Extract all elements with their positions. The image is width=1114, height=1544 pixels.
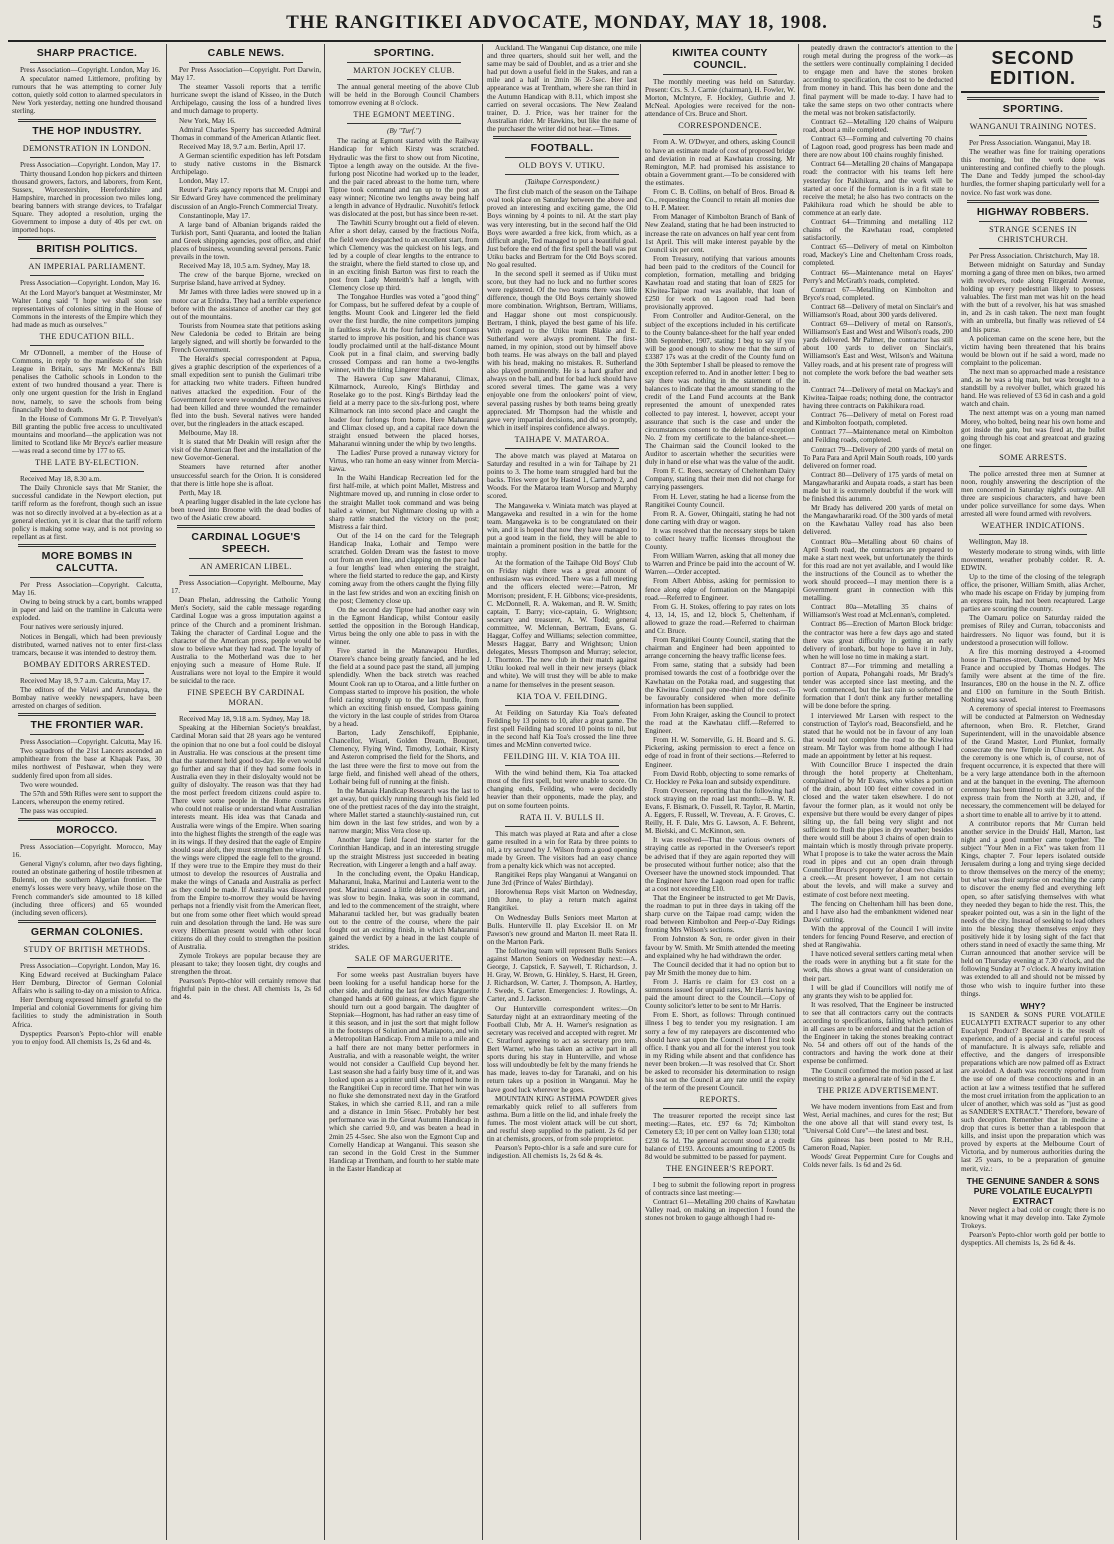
article-paragraph: The fencing on Cheltenham hill has been done, and I have also had the embankment widened near Davis' cutting. bbox=[803, 899, 953, 924]
headline-rule bbox=[30, 157, 144, 158]
section-headline: THE FRONTIER WAR. bbox=[30, 719, 144, 732]
article-paragraph: Never neglect a bad cold or cough; there is no knowing what it may develop into. Take Zymole Trokeys. bbox=[961, 1205, 1105, 1230]
headline-rule bbox=[30, 839, 144, 840]
article-paragraph: From R. A. Gower, Ohingaiti, stating he had not done carting with dray or wagon. bbox=[645, 509, 795, 526]
article-paragraph: Wellington, May 18. bbox=[969, 538, 1029, 547]
article-paragraph: Received May 18, 9.7 a.m. Berlin, April 17. bbox=[179, 142, 306, 151]
article-paragraph: Contract 62—Metalling 120 chains of Waipuru road, about a mile completed. bbox=[803, 117, 953, 134]
article-paragraph: At the formation of the Taihape Old Boys' Club on Friday night there was a great amount of enthusiasm was evinced. There was a full meeting and the officers elected were:—Patron, Mr Morrison; president, F. H. Gibbons; vice-presidents, C. McDonnell, R. A. Wakeman, and R. W. Smith; captain, T. Barry; vice-captain, G. Wrightson; secretary and treasurer, A. W. Todd; general committee, W. Mclennan, Bertram, Evans, G. Haggar, Coffey and Williams; selection committee, Messrs Haggar, Barry and Wrightson; Union delegates, Messrs Thompson and Murray; selector, J. Thornton. The new club in their match against Utiku looked real well in their new jerseys (black and white). We will trust they will be able to make a name for themselves in the present season. bbox=[487, 559, 637, 689]
sub-headline: DEMONSTRATION IN LONDON. bbox=[22, 143, 152, 153]
article-paragraph: The crew of the barque Bjorne, wrecked on Surprise Island, have arrived at Sydney. bbox=[171, 271, 321, 288]
column-7 bbox=[956, 44, 1109, 1540]
article-paragraph: I have noticed several settlers carting metal when the roads were in anything but a fit state for the work, this shows a great want of consideration on their part. bbox=[803, 950, 953, 983]
headline-rule bbox=[189, 558, 303, 559]
sub-headline: KIA TOA V. FEILDING. bbox=[516, 691, 608, 701]
section-headline: MOROCCO. bbox=[56, 824, 118, 836]
article-paragraph: Gns guineas has been posted to Mr R.H., Cameron Road, Napier. bbox=[803, 1136, 953, 1153]
article-paragraph: IS SANDER & SONS PURE VOLATILE EUCALYPTI EXTRACT superior to any other Eucalypti Product? Because it is the result of experience, and of a special and careful process of manufacture. It is always safe, reliable and effective, and the dangers of irresponsible preparations which are now palmed off as Extract are avoided. A death was recently reported from the use of one of these concoctions and in an action at law a witness testified that he suffered the most cruel irritation from the application to an ulcer of another, which was sold as "just as good as SANDER'S EXTRACT." Therefore, beware of such deception. Remember that in medicine a drop that cures is better than a tablespoon that kills, and insist upon the preparation which was proved by experts at the Melbourne Court of Victoria, and by numerous authorities during the last 25 years, to be a preparation of genuine merit, viz.: bbox=[961, 1010, 1105, 1173]
article-paragraph: Barton, Lady Zenschikoff, Epiphanie, Chancellor, Wisari, Golden Dream, Bouquet, Clemency, Flying Wind, Timothy, Lothair, Kirsty and Asteron comprised the field for the Shorts, and the last three were the first to move out from the large field, and finished well ahead of the others, Lothair being full of running at the finish. bbox=[329, 729, 479, 786]
article-paragraph: Two were wounded. bbox=[20, 780, 79, 789]
article-paragraph: From A. W. O'Dwyer, and others, asking Council to have an estimate made of cost of proposed bridge and deviation in road at Kawhatau crossing. Mr Remington, M.P. had promised his assistance to obtain a Government grant.—To be considered with the estimates. bbox=[645, 138, 795, 187]
headline-rule bbox=[30, 734, 144, 735]
article-paragraph: King Edward received at Buckingham Palace Herr Dernburg, Director of German Colonial Affairs who is sailing to-day on a mission to Africa. bbox=[12, 970, 162, 996]
sub-headline: WEATHER INDICATIONS. bbox=[981, 521, 1085, 531]
headline-rule bbox=[505, 705, 619, 706]
column-6 bbox=[798, 44, 957, 1540]
article-paragraph: Another large field faced the starter for the Corinthian Handicap, and in an interesting struggle up the straight Mistress just succeeded in beating Recreation, with Lingerer a length and a half away. bbox=[329, 836, 479, 869]
column-4 bbox=[482, 44, 641, 1540]
article-paragraph: From E. Short, as follows: Through continued illness I beg to tender you my resignation. I am sorry a few of my ratepayers are discontented who should have sat upon the Council when I first took office. I thank you and all for the interest you took in my Riding while absent and that confidence has never been broken.—It was resolved that Cr. Short be asked to reconsider his determination to resign his seat on the Council at any rate until the expiry of the term of the present Council. bbox=[645, 1011, 795, 1093]
sub-headline: THE ENGINEER'S REPORT. bbox=[665, 1163, 775, 1173]
article-paragraph: Owing to being struck by a cart, bombs wrapped in paper and laid on the tramline in Calcutta were exploded. bbox=[12, 598, 162, 623]
article-paragraph: The weather was fine for training operations this morning, but the work done was uninteresting and confined chiefly to the plough. The Dane and Teddy jumped the school-day hurdles, the former shaping particularly well for a novice. No fast work was done. bbox=[961, 148, 1105, 197]
sub-headline: AN IMPERIAL PARLIAMENT. bbox=[28, 262, 146, 272]
article-paragraph: The Daily Chronicle says that Mr Stanier, the successful candidate in the Newport election, put tariff reform as the forefront, though such an issue was not so directly involved at a by-election as at a general election, yet it is clear that the tariff reform policy is making some way, and is not proving so repellant as at first. bbox=[12, 484, 162, 541]
article-paragraph: Contract 80a—Metalling 35 chains of Williamson's West road at McLennan's, completed. bbox=[803, 603, 953, 620]
section-divider bbox=[18, 119, 156, 122]
article-paragraph: Westerly moderate to strong winds, with little movement, weather probably colder. R. A. EDWIN. bbox=[961, 547, 1105, 572]
article-paragraph: Pearson's Pepto-chlor will certainly remove that frightful pain in the chest. All chemists 1s, 2s 6d and 4s. bbox=[171, 977, 321, 1002]
article-paragraph: Two squadrons of the 21st Lancers ascended an amphitheatre from the base at Khapak Pass, 30 miles northwest of Peshawar, when they were suddenly fired upon from all sides. bbox=[12, 747, 162, 780]
sub-headline: FEILDING III. V. KIA TOA III. bbox=[503, 752, 621, 762]
section-headline: MORE BOMBS IN CALCUTTA. bbox=[41, 549, 133, 574]
section-headline: SPORTING. bbox=[1002, 103, 1064, 115]
headline-rule bbox=[347, 62, 461, 63]
columns-container bbox=[8, 44, 1108, 1540]
headline-rule bbox=[30, 258, 144, 259]
article-paragraph: It was resolved that the necessary steps be taken to collect heavy traffic licenses throughout the County. bbox=[645, 526, 795, 552]
article-paragraph: From Overseer, reporting that the following had stock straying on the road last month:—B. W. R. Evans, F. Bismark, O. Fussell, R. Taylor, R. Martin, A. Eggers, F. Russell, W. Treveau, A. F. Groves, C. Reilly, H. F. Dale, Mrs G. Lawson, A. F. Behrent, M. Bielski, and C. McKinnon, sen. bbox=[645, 786, 795, 836]
article-paragraph: That the Engineer be instructed to get Mr Davis, the roadman to put in three days in taking off the sharp curve on the Taipae road camp; widen the road between Kimbolton and Peep-o'-Day Ridings fronting Mrs Wilson's sections. bbox=[645, 894, 795, 935]
article-paragraph: Contract 64—Metalling 20 chains of Mangapapa road: the contractor with his teams left here yesterday for Pakihikura, and the work will be started at once if the formation is in a fit state to receive the metal; he also has two contracts on the Pakihikura road which he should be able to commence at an early date. bbox=[803, 160, 953, 217]
sub-headline: SALE OF MARGUERITE. bbox=[354, 953, 454, 963]
article-paragraph: Steamers have returned after another unsuccessful search for the Orion. It is considered that there is little hope she is afloat. bbox=[171, 463, 321, 488]
article-paragraph: peatedly drawn the contractor's attention to the rough metal during the progress of the work—as the settlers were continually complaining I decided to engage men and have the stones broken according to specification, the cost to be deducted from money in hand. This has been done and the final payment will be made to-day. I have had to take the same steps on two other contracts where the metal was not broken satisfactorily. bbox=[803, 44, 953, 117]
sub-headline: BOMBAY EDITORS ARRESTED. bbox=[23, 659, 151, 669]
article-paragraph: With the wind behind them, Kia Toa attacked most of the first spell, but were unable to score. On changing ends, Feilding, who were decidedly heavier than their opponents, made the play, and put on some fourteen points. bbox=[487, 769, 637, 810]
headline-rule bbox=[189, 62, 303, 63]
article-paragraph: Contract 79—Delivery of 200 yards of metal on To Para Para and April Main South roads, 100 yards delivered on former road. bbox=[803, 445, 954, 470]
article-paragraph: The 57th and 59th Rifles were sent to support the Lancers, whereupon the enemy retired. bbox=[12, 789, 162, 806]
article-paragraph: In the House of Commons Mr G. P. Trevelyan's Bill granting the public free access to uncultivated mountains and moorland—the application was not limited to Scotland like Mr Bryce's earlier measure—was read a second time by 177 to 65. bbox=[12, 414, 162, 456]
article-paragraph: Horowhenua Reps visit Marton on Wednesday, 10th June, to play a return match against Rangitikei. bbox=[487, 888, 637, 913]
article-paragraph: Pearson's Pepto-chlor worth gold per bottle to dyspeptics. All chemists 1s, 2s 6d & 4s. bbox=[961, 1230, 1105, 1247]
headline-rule bbox=[347, 967, 461, 968]
headline-rule bbox=[189, 711, 303, 712]
section-headline: KIWITEA COUNTY COUNCIL. bbox=[672, 47, 768, 71]
byline: (Taihape Correspondent.) bbox=[524, 178, 600, 187]
article-paragraph: On Wednesday Bulls Seniors meet Marton at Bulls. Hunterville II. play Excelsior II. on Mr Pawson's new ground and Marton II. meet Rata II. on the Marton Park. bbox=[487, 913, 637, 946]
article-paragraph: From C. B. Collins, on behalf of Bros. Broad & Co., requesting the Council to retain all monies due to H. P. Mateer. bbox=[645, 188, 795, 213]
column-2 bbox=[166, 44, 325, 1540]
article-paragraph: From Controller and Auditor-General, on the subject of the exceptions included in his certificate to the County balance-sheet for the half year ended 30th September, 1907, stating: I beg to say if you will be good enough to show me that the sum of £3387 17s was at the credit of the County fund on the 30th September I shall be pleased to remove the exception referred to. And in another letter: I beg to say there was nothing in the statement of the balances to indicate that the amount standing to the credit of the Land Fund accounts at the Bank represented the amount of unexpended rates collected to pay interest. I, however, accept your assurance that such is the case and under the circumstances consent to the deletion of exception No. 2 from my certificate to the balance-sheet.—The Chairman said the Council looked to the Auditor to ascertain whether the securities were duly in hand or else what was the value of the audit. bbox=[645, 312, 795, 467]
headline-rule bbox=[663, 74, 777, 75]
section-headline: THE HOP INDUSTRY. bbox=[32, 124, 142, 137]
article-paragraph: The racing at Egmont started with the Railway Handicap for which Kirsty was scratched. Hydraulic was the first to show out from Nicotine, Tiptoe a length away on the outside. At the five-furlong post Nicotine had worked up to the leader, and the pair raced abreast to the home turn, where Tiptoe took command and ran up to the post an easy winner; Nicotine two lengths away being half a length in advance of Hydraulic. Nuxohiti's fetlock was dislocated at the post, but has since been re-set. bbox=[329, 137, 479, 219]
article-paragraph: Press Association—Copyright. Morocco, May 16. bbox=[12, 843, 162, 860]
page-number: 5 bbox=[1092, 12, 1102, 33]
masthead bbox=[8, 10, 1106, 42]
article-paragraph: Five started in the Manawapou Hurdles, Otarere's chance being greatly fancied, and he led the field at a sound pace past the stand, all jumping splendidly. When the back stretch was reached Mount Cook ran up to Otaroa, and a little further on Compass started to improve his position, the whole field racing strongly up to the last hurdle, from which an exciting finish ensued, Compass gaining the victory in the last couple of strides from Otaroa by a head. bbox=[329, 647, 479, 729]
article-paragraph: For some weeks past Australian buyers have been looking for a useful handicap horse for the other side, and during the last few days Marguerite changed hands at 600 guineas, at which figure she should turn out a good bargain. The daughter of Stepniak—Hogmont, has had rather an easy time of it this season, and in just the sort that might follow in the footsteps of Solution and Maniapoto, and win a Metropolitan Handicap. From a mile to a mile and a half there are not many better performers in Australia, and with a reasonable weight, the writer would not consider a Caulfield Cup beyond her. Last season she had a fairly busy time of it, and was looked upon as a sprinter until she romped home in the Rangitikei Cup in record time. That her win was no fluke she demonstrated next day in the Gratford Stakes, in which she carried 8.11, and ran a mile and a distance in 1min 56sec. Probably her best performance was in the Great Autumn Handicap in which she carried 9.0, and was beaten a head in 2min 25 4-5sec. She also won the Egmont Cup and Cornelly Handicap at Wanganui. This season she ran second in the Gold Crest in the Summer Handicap at Trentham, and fourth to her stable mate in the Easter Handicap at bbox=[329, 970, 479, 1173]
headline-rule bbox=[347, 123, 461, 124]
article-paragraph: The pass was occupied. bbox=[20, 806, 88, 815]
sub-headline: THE LATE BY-ELECTION. bbox=[35, 458, 139, 468]
section-divider bbox=[18, 544, 156, 547]
headline-rule bbox=[663, 1177, 777, 1178]
article-paragraph: Press Association—Copyright. Calcutta, May 16. bbox=[20, 738, 162, 747]
article-paragraph: I will be glad if Councillors will notify me of any grants they wish to be applied for. bbox=[803, 983, 953, 1000]
article-paragraph: It is stated that Mr Deakin will resign after the visit of the American fleet and the installation of the new Governor-General. bbox=[171, 438, 321, 463]
sub-headline: MARTON JOCKEY CLUB. bbox=[353, 66, 455, 75]
sub-headline: SOME ARRESTS. bbox=[999, 452, 1067, 462]
headline-rule bbox=[30, 673, 144, 674]
section-divider bbox=[18, 713, 156, 716]
article-paragraph: Contract 69—Delivery of metal on Ranson's, Williamson's East and West and Wilson's roads, 200 yards delivered. Mr Palmer, the contractor has still about 100 yards to deliver on Sinclair's, Williamson's East and West, Wilson's and Waituna Valley roads, and at his present rate of progress will not complete the work before the bad weather sets in. bbox=[803, 320, 953, 385]
section-headline: GERMAN COLONIES. bbox=[30, 925, 144, 938]
headline-rule bbox=[505, 157, 619, 158]
section-divider bbox=[18, 237, 156, 240]
article-paragraph: From Rangitikei County Council, stating that the chairman and Engineer had been appointed to arrange concerning the heavy traffic license fees. bbox=[645, 636, 795, 661]
headline-rule bbox=[505, 765, 619, 766]
headline-rule bbox=[979, 466, 1087, 467]
article-paragraph: Press Association—Copyright. London, May 16. bbox=[20, 66, 161, 74]
column-1 bbox=[8, 44, 166, 1540]
headline-rule bbox=[979, 118, 1087, 119]
article-paragraph: Mr Brady has delivered 200 yards of metal on the Mangawharariki road. Of the 300 yards of metal on the Kawhatau Valley road has also been delivered. bbox=[803, 504, 953, 537]
article-paragraph: Received May 18, 8.30 a.m. bbox=[20, 475, 102, 484]
article-paragraph: Press Association—Copyright. London, May 16. bbox=[20, 961, 161, 970]
article-paragraph: Per Press Association—Copyright. Port Darwin, May 17. bbox=[171, 66, 321, 83]
advertisement-heading: THE GENUINE SANDER & SONS PURE VOLATILE EUCALYPTI EXTRACT bbox=[966, 1175, 1100, 1206]
article-paragraph: Up to the time of the closing of the telegraph office, the prisoner, William Smith, alias Archer, who made his escape on Friday by jumping from an express train, had not been recaptured. Large parties are scouring the country. bbox=[961, 572, 1105, 614]
headline-rule bbox=[30, 62, 144, 63]
article-paragraph: This match was played at Rata and after a close game resulted in a win for Rata by three points to nil, a try secured by J. Wilson from a good opening made by Green. The visitors had an easy chance from a penalty kick which was not accepted. bbox=[487, 829, 637, 870]
article-paragraph: With Councillor Bruce I inspected the drain through the hotel property at Cheltenham, complained of by Mr Evans, who wishes a portion of the drain, about 100 feet either covered in or closed and the water taken elsewhere. I do not favour the former plan, as it would not only be expensive but there would be every danger of pipes silting up, the fall being very slight and not sufficient to flush the pipes in dry weather; besides there would still be about 3 chains of open drain to maintain which is mostly through private property. What I propose is to take the water across the Main road in pipes and cut an open drain through Councillor Bruce's property for about two chains to a creek.—At present however, I am not certain about the levels, and will make a survey and estimate of cost before next meeting. bbox=[803, 761, 953, 899]
article-paragraph: Dean Phelan, addressing the Catholic Young Men's Society, said the cable message regarding Cardinal Logue was a gross imputation against a prince of the Church and a prominent Irishman. Taking the character of Cardinal Logue and the character of the American press, people would be slow to believe what they had read. The loyalty of Australia to the Motherland was due to her enjoying such a measure of Home Rule. If Australians were not loyal to the Empire it would be suicidal to the race. bbox=[171, 596, 321, 686]
section-divider bbox=[177, 525, 315, 528]
sub-headline: REPORTS. bbox=[699, 1095, 741, 1105]
section-headline: BRITISH POLITICS. bbox=[36, 243, 138, 256]
advertisement-heading: WHY? bbox=[1020, 1000, 1046, 1011]
headline-rule bbox=[979, 135, 1087, 136]
article-paragraph: From John Kraiger, asking the Council to protect the road at the Kawhatau cliff.—Referred to Engineer. bbox=[645, 710, 795, 736]
article-paragraph: Contract 67—Metalling on Kimbolton and Bryce's road, completed. bbox=[803, 285, 953, 302]
article-paragraph: Contract 74—Delivery of metal on Mackay's and Kiwitea-Taipae roads; nothing done, the contractor having three contracts on Pakihikura road. bbox=[803, 385, 953, 411]
headline-rule bbox=[347, 79, 461, 80]
section-divider bbox=[18, 920, 156, 923]
article-paragraph: Contract 76—Delivery of metal on Forest road and Kimbolton footpath, completed. bbox=[803, 411, 953, 428]
article-paragraph: The Council decided that it had no option but to pay Mr Smith the money due to him. bbox=[645, 960, 795, 977]
article-paragraph: A contributor reports that Mr Curran held another service in the Druids' Hall, Marton, last night and a good number came together. The subject "Your Men in a Fix" was taken from 11 Kings, chapter 7. Four lepers isolated outside Jerusalem during a long and trying siege decided to throw themselves on the mercy of the enemy; but what was their surprise on reaching the camp to discover the enemy fled and everything left open, so after satisfying themselves with what they needed they began to hide the rest. This, the speaker pointed out, was a sin in the light of the needs of the city. Instead of seeking to lead others into the blessing they themselves enjoy they positively hide it by losing sight of the fact that others stand in need of exactly the same thing. Mr Curran announced that another service will be held on Thursday evening at 7.30 o'clock, and the following Sunday at 7 o'clock. A hearty invitation was extended to all and should not be missed by those who wish to inquire further into these things. bbox=[961, 819, 1105, 998]
column-5 bbox=[640, 44, 799, 1540]
article-paragraph: The Tawhiti Scurry brought out a field of eleven. After a short delay, caused by the fractious Noifa, the field were despatched to an excellent start, from which Clemency was the quickest on his legs, and led by a couple of clear lengths to the entrance to the straight, where the field started to close up, and in an exciting finish Barton was first to reach the post from Lady Menteith's half a length, with Clemency close up third. bbox=[329, 219, 479, 293]
article-paragraph: Received May 18, 9.18 a.m. Sydney, May 18. bbox=[179, 715, 311, 724]
sub-headline: FINE SPEECH BY CARDINAL MORAN. bbox=[187, 688, 305, 708]
article-paragraph: From William Warren, asking that all money due to Warren and Prince be paid into the account of W. Warren.—Order accepted. bbox=[645, 552, 795, 577]
article-paragraph: Perth, May 18. bbox=[179, 488, 222, 497]
sub-headline: THE EDUCATION BILL. bbox=[39, 331, 135, 341]
article-paragraph: From Treasury, notifying that various amounts had been paid to the creditors of the Council for completion, formation, metalling and bridging Kawhatau road and stating that loan of £825 for Kiwitea-Taipae road was available, that loan of £250 for work on Lagoon road had been provisionally approved. bbox=[645, 254, 795, 312]
article-paragraph: Press Association—Copyright. London, May 17. bbox=[20, 160, 161, 169]
article-paragraph: The treasurer reported the receipt since last meeting:—Rates, etc. £97 6s 7d; Kimbolton Cemetery £3; 10 per cent on Valley loan £130; total £230 6s 1d. The general account stood at a credit balance of £193. Accounts amounting to £2005 0s 8d would be submitted to be passed for payment. bbox=[645, 1112, 795, 1161]
article-paragraph: Constantinople, May 17. bbox=[179, 211, 251, 220]
article-paragraph: I beg to submit the following report in progress of contracts since last meeting:— bbox=[645, 1180, 795, 1197]
article-paragraph: A policeman came on the scene here, but the victim having been threatened that his brains would be blown out if he said a word, made no complaint to the policeman. bbox=[961, 334, 1105, 367]
article-paragraph: Speaking at the Hibernian Society's breakfast, Cardinal Moran said that 28 years ago he ventured the opinion that no one but a fool could be disloyal in Australia. He was conscious at the present time that the statement held good to-day. He even would go further and say that if they had some fools in Australia even they in their disloyalty would not be guilty of disloyalty. The reason was that they had the most perfect freedom citizens could aspire to. There were some people in the Home countries who could not realise or understand what Australian interests meant. His idea was that Canada and Australia were wings of the Empire. When soaring into the highest flights the strength of the eagle was in its wings. If they desired that the eagle of Empire should soar aloft, they must strengthen the wings. If the wings were clipped the eagle fell to the ground. If they were true to the Empire they must do their utmost to develop the resources of Australia and make the wings of Canada and Australia as perfect as they could be made. If Australia was dissevered from the Empire to-morrow they would be having perhaps not a friendly visit from the American fleet, but one from some other fleet which would spread ruin and desolation through the land. He was sure every Hibernian present would with other local citizens do all they could to strengthen the position of Australia. bbox=[171, 724, 321, 951]
article-paragraph: The Herald's special correspondent at Papua, gives a graphic description of the experiences of a small expedition sent to punish the Gulimari tribe for attacking two white traders. Fifteen hundred natives attacked the expedition. Four of the Government force were wounded. After two natives had been killed and three wounded the remainder fled into the bush. Several natives were handed over, but the ringleaders in the attack escaped. bbox=[171, 355, 321, 428]
article-paragraph: From H. Lever, stating he had a license from the Rangitikei County Council. bbox=[645, 492, 795, 509]
sub-headline: THE PRIZE ADVERTISEMENT. bbox=[817, 1085, 939, 1095]
article-paragraph: Dyspeptics Pearson's Pepto-chlor will enable you to enjoy food. All chemists 1s, 2s 6d and 4s. bbox=[12, 1029, 162, 1046]
article-paragraph: The Hawera Cup saw Maharanui, Climax, Kilmarnock, Aureolo, King's Birthday and Roselake go to the post. King's Birthday lead the field at a merry pace to the six-furlong post, where Kilmarnock ran into second place and caught the leader four furlongs from home. Here Maharanui and Climax closed up, and a capital race down the straight ensued between the placed horses, Maharanui winning under the whip by two lengths. bbox=[329, 375, 479, 448]
article-paragraph: Contract 64—Trimming and metalling 112 chains of the Kawhatau road, completed satisfactorily. bbox=[803, 217, 953, 243]
headline-rule bbox=[821, 1099, 935, 1100]
article-paragraph: Woods' Great Peppermint Cure for Coughs and Colds never fails. 1s 6d and 2s 6d. bbox=[803, 1153, 953, 1170]
article-paragraph: At the Lord Mayor's banquet at Westminster, Mr Walter Long said "I hope we shall soon see representatives of colonies sitting in the House of Commons in the interests of the Empire which they had made as much as ourselves." bbox=[12, 288, 162, 329]
article-paragraph: A German scientific expedition has left Potsdam to study native customs in the Bismarck Archipelago. bbox=[171, 151, 321, 177]
headline-rule bbox=[505, 826, 619, 827]
article-paragraph: The steamer Vassoli reports that a terrific hurricane swept the island of Kisseo, in the Dutch Archipelago, causing the loss of a hundred lives and much damage to property. bbox=[171, 83, 321, 116]
sub-headline: OLD BOYS V. UTIKU. bbox=[518, 161, 606, 171]
section-divider bbox=[18, 818, 156, 821]
article-paragraph: It was resolved—That the various owners of straying cattle as reported in the Overseer's report be advised that if they are again reported they will be prosecuted without further notice; also that the Overseer have the unowned stock impounded. That the Engineer have the Lagoon road open for traffic at a cost not exceeding £10. bbox=[645, 836, 795, 893]
article-paragraph: Mr O'Donnell, a member of the House of Commons, in reply to the manifesto of the Irish League in Britain, says Mr McKenna's Bill penalises the Catholic schools in London to the extent of two hundred thousand a year. There is only one urgent question for the Irish in England now, namely, to save the schools from being financially bled to death. bbox=[12, 348, 162, 414]
byline: (By "Turf.") bbox=[387, 127, 421, 136]
article-paragraph: Press Association—Copyright. Melbourne, May 17. bbox=[171, 579, 321, 596]
headline-rule bbox=[30, 471, 144, 472]
headline-rule bbox=[189, 575, 303, 576]
article-paragraph: In the concluding event, the Opaku Handicap, Maharanui, Inaka, Marinui and Lauteria went to the post. Marinui caused a little delay at the start, and was slow to begin. Inaka, was soon in command, and led to the commencement of the straight, where Maharanui tackled her, but was gradually beaten out to the centre of the course, where the pair fought out an exciting finish, in which Maharanui gained the verdict by a head in the last couple of strides. bbox=[329, 869, 479, 951]
article-paragraph: From F. C. Rees, secretary of Cheltenham Dairy Company, stating that their men did not charge for carrying passengers. bbox=[645, 467, 795, 492]
article-paragraph: Rangitikei Reps play Wanganui at Wanganui on June 3rd (Prince of Wales' Birthday). bbox=[487, 871, 637, 888]
article-paragraph: Between midnight on Saturday and Sunday morning a gang of three men on bikes, two armed with revolvers, rode along Fitzgerald Avenue, holding up every pedestrian likely to possess valuables. The first man met was hit on the head with the butt of a revolver, his hat was smashed in, and 2s in cash taken. The next man fought with an umbrella, but finally was relieved of £4 and his purse. bbox=[961, 260, 1105, 334]
article-paragraph: Zymole Trokeys are popular because they are pleasant to take; they loosen tight, dry coughs and strengthen the throat. bbox=[171, 952, 321, 977]
section-headline: FOOTBALL. bbox=[530, 142, 594, 155]
article-paragraph: A speculator named Littlemore, profiting by rumours that he was attempting to corner July cotton, quietly sold cotton to alarmed speculators in New York yesterday, netting one hundred thousand sterling. bbox=[12, 75, 162, 116]
sub-headline: THE EGMONT MEETING. bbox=[353, 110, 455, 120]
article-paragraph: Per Press Association. Wanganui, May 18. bbox=[969, 139, 1091, 147]
article-paragraph: At Feilding on Saturday Kia Toa's defeated Feilding by 13 points to 10, after a great game. The first spell Feilding had scored 10 points to nil, but in the second half Kia Toa's crossed the line three times and McMinn converted twice. bbox=[487, 708, 637, 750]
section-divider bbox=[967, 97, 1099, 100]
headline-rule bbox=[979, 534, 1087, 535]
article-paragraph: From Manager of Kimbolton Branch of Bank of New Zealand, stating that he had been instructed to increase the rate on advances on half year cent from 1st April. This will make interest payable by the Council six per cent. bbox=[645, 213, 795, 254]
headline-rule bbox=[505, 448, 619, 449]
article-paragraph: With the approval of the Council I will invite tenders for fencing Pound Reserve, and erection of shed at Rangiwahia. bbox=[803, 924, 953, 950]
sub-headline: CORRESPONDENCE. bbox=[678, 121, 762, 131]
article-paragraph: The monthly meeting was held on Saturday. Present: Crs. S. J. Carnie (chairman), H. Fowler, W. Morton, McIntyre, F. Hockley, Guthrie and J. McNeal. Apologies were received for the non-attendance of Crs. Bruce and Short. bbox=[645, 78, 795, 119]
headline-rule bbox=[30, 275, 144, 276]
article-paragraph: The editors of the Velavi and Arunodaya, the Bombay native weekly newspapers, have been arrested on charges of sedition. bbox=[12, 685, 162, 711]
article-paragraph: From Albert Abbiss, asking for permission to fence along edge of formation on the Mangapipi road.—Referred to Engineer. bbox=[645, 577, 795, 602]
article-paragraph: The next attempt was on a young man named Morey, who bolted, being near his own home and got inside the gate, but was fired at, the bullet going through his coat and greatcoat and grazing one finger. bbox=[961, 409, 1105, 450]
newspaper-title: THE RANGITIKEI ADVOCATE, MONDAY, MAY 18, 1908. bbox=[286, 12, 828, 33]
article-paragraph: Mr James with three ladies were snowed up in a motor car at Erindra. They had a terrible experience before with the assistance of another car they got out of the mountains. bbox=[171, 288, 321, 321]
headline-rule bbox=[979, 221, 1087, 222]
article-paragraph: The Council confirmed the motion passed at last meeting to strike a general rate of ¾d in the £. bbox=[803, 1066, 953, 1083]
sub-headline: STUDY OF BRITISH METHODS. bbox=[23, 944, 151, 954]
section-headline: SPORTING. bbox=[373, 47, 435, 59]
article-paragraph: From J. Harris re claim for £3 cost on a summons issued for unpaid rates, Mr Harris having paid the amount direct to the Council.—Copy of County solicitor's letter to be sent to Mr Harris. bbox=[645, 977, 795, 1011]
headline-rule bbox=[30, 140, 144, 141]
article-paragraph: Notices in Bengali, which had been previously distributed, warned natives not to enter first-class tramcars, because it was intended to destroy them. bbox=[12, 632, 162, 657]
headline-rule bbox=[30, 577, 144, 578]
article-paragraph: A ceremony of special interest to Freemasons will be conducted at Palmerston on Wednesday afternoon, when Bro. R. Fletcher, Grand Superintendent, will in the unavoidable absence of the Grand Master, Lord Plunket, formally consecrate the new Temple in Church street. As the ceremony is one which is, of course, not of frequent occurrence, it is expected that there will be a very large attendance both in the afternoon and at the banquet in the evening. The afternoon ceremony has been timed to suit the arrival of the express train from the North at 3.20, and, if necessary, the commencement will be delayed for a short time to enable all to arrive by it to attend. bbox=[961, 705, 1105, 819]
article-paragraph: From Johnston & Son, re order given in their favour by W. Smith. Mr Smith attended the meeting and explained why he had withdrawn the order. bbox=[645, 935, 795, 960]
article-paragraph: Contract 63—Forming and culverting 70 chains of Lagoon road, good progress has been made and there are now about 100 chains roughly finished. bbox=[803, 135, 953, 160]
headline-rule bbox=[30, 345, 144, 346]
article-paragraph: The first club match of the season on the Taihape oval took place on Saturday between the above and proved an interesting and exciting game, the Old Boys winning by 4 points to nil. At the start play was very interesting, but in the second half the Old Boys were awarded a free kick, from which, as a difficult angle, Ted managed to put a beautiful goal. Just before the end of the first spell the ball was put Utiku backs and Bertram for the Old Boys scored. No goal resulted. bbox=[487, 188, 637, 269]
article-paragraph: Contract 87—For trimming and metalling a portion of Aupata, Pohangahi roads, Mr Brady's tender was accepted since last meeting, and the work commenced, but the last rain so softened the formation that I don't think any further metalling will be done before the spring. bbox=[803, 661, 953, 711]
article-paragraph: Contract 80a—Metalling about 60 chains of April South road, the contractors are prepared to make a start next week, but unfortunately the thirds for this road are not yet available, and I would like the instructions of the Council as to whether the work should proceed—I may mention there is a Government grant in connection with this metalling. bbox=[803, 537, 953, 603]
article-paragraph: The Tongahoe Hurdles was voted a "good thing" for Compass, but he suffered defeat by a couple of lengths. Mount Cook and Lingerer led the field over the first hurdle, the nine competitors jumping in faultless style. At the four furlong post Compass started to improve his position, and his chance was loudly proclaimed until at the half-distance Mount Cook put in a final claim, and swerving badly crossed Compass and ran home a two-lengths winner, with the tiring Lingerer third. bbox=[329, 293, 479, 374]
article-paragraph: New York, May 16. bbox=[179, 116, 236, 125]
article-paragraph: The Mangaweka v. Winiata match was played at Mangaweka and resulted in a win for the home team. Mangaweka is to be congratulated on their win, and it is hoped that now they have managed to put a good team in the field, they will be able to maintain a prominent position in the battle for the trophy. bbox=[487, 501, 637, 559]
article-paragraph: The Ladies' Purse proved a runaway victory for Virtus, who ran home an easy winner from Mercia-kawa. bbox=[329, 448, 479, 474]
article-paragraph: We have modern inventions from East and from West, Aerial machines, and cures for the rest; But the one above all that will stand every test, Is "Universal Cold Cure"—the latest and best. bbox=[803, 1102, 953, 1135]
headline-rule bbox=[30, 941, 144, 942]
article-paragraph: Contract 65—Delivery of metal on Kimbolton road, Mackey's Line and Cheltenham Cross roads, completed. bbox=[803, 243, 953, 268]
article-paragraph: Contract 66—Maintenance metal on Hayes' Perry's and McGrath's roads, completed. bbox=[803, 268, 953, 285]
article-paragraph: Per Press Association. Christchurch, May 18. bbox=[969, 251, 1100, 260]
article-paragraph: MOUNTAIN KING ASTHMA POWDER gives remarkably quick relief to all sufferers from asthma. Burn a little on the lid, and inhale freely the fumes. The most violent attack will be cut short, and restful sleep supplied to the patient. 2s 6d per tin at chemists, grocers, or from sole proprietor. bbox=[487, 1094, 637, 1144]
sub-headline: WANGANUI TRAINING NOTES. bbox=[969, 122, 1097, 131]
section-headline: SHARP PRACTICE. bbox=[36, 47, 138, 59]
article-paragraph: Out of the 14 on the card for the Telegraph Handicap Inaka, Lothair and Tempo were scratched. Golden Dream was the fastest to move out from an even line, and clapping on the pace had a four lengths' lead when entering the straight, where the field started to reduce the gap, and Kirsty coming away from the others caught the flying filly in the last few strides and won an exciting finish on the post; Clemency close up. bbox=[329, 531, 479, 605]
sub-headline: RATA II. V. BULLS II. bbox=[519, 812, 605, 822]
edition-banner: SECOND EDITION. bbox=[961, 48, 1105, 93]
article-paragraph: Contract 86—Erection of Marton Block bridge: the contractor was here a few days ago and stated there was great difficulty in getting an early delivery of ironbark, but hope to have it in July, when he will lose no time in making a start. bbox=[803, 620, 953, 661]
article-paragraph: From G. H. Stokes, offering to pay rates on lots 4, 13, 14, 15, and 12, block 5, Cheltenham, if allowed to graze the road.—Referred to chairman and Cr. Bruce. bbox=[645, 602, 795, 635]
headline-rule bbox=[979, 248, 1087, 249]
article-paragraph: It was resolved, That the Engineer be instructed to see that all contractors carry out the contracts according to specifications, failing which penalties in all cases are to be enforced and that the action of the Engineer in taking the stones breaking contract No. 54 and others off out of the hands of the contractors and having the work done at their expense be confirmed. bbox=[803, 1000, 953, 1066]
section-divider bbox=[493, 136, 631, 139]
article-paragraph: Melbourne, May 18. bbox=[179, 429, 239, 438]
article-paragraph: Received May 18, 9.7 a.m. Calcutta, May 17. bbox=[20, 676, 151, 685]
article-paragraph: Contract 80—Delivery of 175 yards of metal on Mangawharariki and Aupata roads, a start has been made but it is extremely doubtful if the work will be finished this autumn. bbox=[803, 470, 953, 504]
headline-rule bbox=[663, 1108, 777, 1109]
article-paragraph: From same, stating that a subsidy had been promised towards the cost of a footbridge over the Kawhatau on the Potaka road, and suggesting that the Kiwitea Council pay one-third of the cost.—To be favourably considered when more definite information has been supplied. bbox=[645, 661, 795, 710]
article-paragraph: Tourists from Noumea state that petitions asking New Caledonia be ceded to Britain are being largely signed, and will shortly be forwarded to the French Government. bbox=[171, 321, 321, 355]
article-paragraph: Press Association—Copyright. London, May 16. bbox=[20, 279, 161, 288]
sub-headline: AN AMERICAN LIBEL. bbox=[200, 562, 292, 572]
article-paragraph: Contract 61—Metalling 200 chains of Kawhatau Valley road, on making an inspection I found the stones not broken to gauge although I had re- bbox=[645, 1198, 795, 1223]
article-paragraph: From David Robb, objecting to some remarks of Cr. Hockley re Peka loan and subsidy expenditure. bbox=[645, 769, 795, 786]
headline-rule bbox=[663, 134, 777, 135]
article-paragraph: From H. W. Somerville, G. H. Board and S. G. Pickering, asking permission to erect a fence on edge of road in front of their sections.—Referred to Engineer. bbox=[645, 736, 795, 769]
article-paragraph: Four natives were seriously injured. bbox=[20, 623, 124, 632]
article-paragraph: The following team will represent Bulls Seniors against Marton Seniors on Wednesday next:—A. George, J. Capstick, F. Saywell, T. Richardson, J. H. Gray, W. Brown, G. Hinkley, S. Harst, H. Green, J. Richardson, W. Carter, J. Thompson, A. Hartley, J. Swede, S. Carter. Emergencies: J. Rowlings, A. Carter, and J. Jackson. bbox=[487, 946, 637, 1004]
article-paragraph: The annual general meeting of the above Club will be held in the Borough Council Chambers tomorrow evening at 8 o'clock. bbox=[329, 83, 479, 108]
article-paragraph: In the Waihi Handicap Recreation led for the first half-mile, at which point Mallet, Mistress and Nightmare moved up, and running in close order to the straight Mallet took command and was being hailed a winner, but Nightmare closing up with a sharp rattle snatched the victory on the post; Mistress a fair third. bbox=[329, 474, 479, 531]
column-3 bbox=[324, 44, 483, 1540]
article-paragraph: The next man so approached made a resistance and, as he was a big man, but was brought to a standstill by a revolver bullet, which grazed his hand. He was relieved of £3 6d in cash and a gold watch and chain. bbox=[961, 367, 1105, 409]
article-paragraph: In the Manaia Handicap Research was the last to get away, but quickly running through his field led one of the prettiest races of the day into the straight, where Mallet started a staunchly-sustained run, cut him down in the last few strides, and won by a narrow margin; Miss Vera close up. bbox=[329, 786, 479, 836]
headline-rule bbox=[30, 958, 144, 959]
article-paragraph: A large band of Albanian brigands raided the Turkish port, Santi Quaranta, and looted the Italian and Greek shipping agencies, post office, and chief places of business, wounding several persons. Panic prevails in the town. bbox=[171, 220, 321, 262]
article-paragraph: Reuter's Paris agency reports that M. Cruppi and Sir Edward Grey have commenced the preliminary discussion of an Anglo-French Commercial Treaty. bbox=[171, 186, 321, 211]
article-paragraph: Contract 68—Delivery of metal on Sinclair's and Williamson's Road, about 300 yards delivered. bbox=[803, 302, 953, 319]
article-paragraph: Pearson's Pepto-chlor is a safe and sure cure for indigestion. All chemists 1s, 2s 6d & 4s. bbox=[487, 1144, 637, 1161]
article-paragraph: Contract 77—Maintenance metal on Kimbolton and Feilding roads, completed. bbox=[803, 428, 953, 445]
section-divider bbox=[967, 200, 1099, 203]
section-headline: CABLE NEWS. bbox=[207, 47, 285, 59]
article-paragraph: A pearling lugger disabled in the late cyclone has been towed into Broome with the dead bodies of two of the Asiatic crew aboard. bbox=[171, 497, 321, 522]
article-paragraph: The Oamaru police on Saturday raided the premises of Riley and Curran, tobacconists and hairdressers. No liquor was found, but it is understood a prosecution will follow. bbox=[961, 614, 1105, 647]
article-paragraph: Our Hunterville correspondent writes:—On Saturday night at an extraordinary meeting of the Football Club, Mr A. H. Warner's resignation as secretary was received and accepted with regret. Mr C. Stratford agreeing to act as secretary pro tem. Bert Warner, who has taken an active part in all sports during his stay in Hunterville, and whose loss will undoubtedly be felt by the many friends he has made, leaves to-day for Taranaki, and on his return takes up a position in Wanganui. May he have good luck wherever he goes. bbox=[487, 1004, 637, 1094]
section-headline: HIGHWAY ROBBERS. bbox=[976, 205, 1090, 218]
article-paragraph: Thirty thousand London hop pickers and thirteen thousand growers, factors, and laborers, from Kent, Sussex, Worcestershire, Herefordshire and Hampshire, marched in procession two miles long, bearing banners with strange devices, to Trafalgar Square. They adopted a resolution, urging the Government to impose a duty of 40s per cwt. on imported hops. bbox=[12, 169, 162, 235]
sub-headline: STRANGE SCENES IN CHRISTCHURCH. bbox=[989, 224, 1077, 244]
article-paragraph: Admiral Charles Sperry has succeeded Admiral Thomas in command of the American Atlantic fleet. bbox=[171, 125, 321, 142]
article-paragraph: I interviewed Mr Larsen with respect to the construction of Taylor's road, Beaconsfield, and he stated that he would not be in favour of any loan that would not complete the road to the Kiwitea stream. Mr Taylor was from home although I had made an appointment by letter at his request. bbox=[803, 711, 953, 760]
article-paragraph: London, May 17. bbox=[179, 177, 229, 186]
section-headline: CARDINAL LOGUE'S SPEECH. bbox=[191, 531, 301, 556]
article-paragraph: In the second spell it seemed as if Utiku must score, but they had no luck and no further scores were registered. Of the two teams there was little difference, though the Old Boys certainly showed more combination. Wrightson, Bertram, Williams, and Haggar shone out most conspicuously. Bertram, I think, played the best game of his life. With regard to the Utiku team Blakie and E. Sutherland were always prominent. The first-named, in my opinion, stood out by himself above both teams. He was always on the ball and played with his head, making no mistakes. R. Sutherland also played prominently. He is a hard grafter and always on the ball, and but for bad luck should have scored several times. The game was a very enjoyable one from the onlookers' point of view, several passing rushes by both teams being greatly appreciated. Mr Thompson had the whistle and gave very impartial decisions, and did so promptly, which in itself inspires confidence always. bbox=[487, 270, 637, 432]
article-paragraph: General Vigny's column, after two days fighting, routed an obstinate gathering of hostile tribesmen at Bulenni, on the southern Algerian frontier. The enemy's losses were very heavy, while those on the French commander's side amounted to 18 killed (including three officers) and 65 wounded (including seven officers). bbox=[12, 860, 162, 917]
sub-headline: TAIHAPE V. MATAROA. bbox=[514, 434, 610, 444]
article-paragraph: The police arrested three men at Sumner at noon, roughly answering the description of the men concerned in Saturday night's outrage. All three are suspicious characters, and have been under police surveillance for some days. When arrested all were found armed with revolvers. bbox=[961, 469, 1105, 519]
article-paragraph: Herr Dernburg expressed himself grateful to the Imperial and colonial Governments for giving him facilities to study the administration in South Africa. bbox=[12, 996, 162, 1029]
article-paragraph: The above match was played at Mataroa on Saturday and resulted in a win for Taihape by 21 points to 3. The home team struggled hard but the backs. Tries were got by Hasted 1, Carmody 2, and Woods. For the Mataroa team Worsop and Murphy scored. bbox=[487, 451, 637, 501]
article-paragraph: Per Press Association—Copyright. Calcutta, May 16. bbox=[12, 580, 162, 598]
article-paragraph: On the second day Tiptoe had another easy win in the Egmont Handicap, whilst Contour easily settled the opposition in the Borough Handicap, Virtus being the only one able to pass in with the winner. bbox=[329, 605, 479, 647]
headline-rule bbox=[505, 174, 619, 175]
article-paragraph: Auckland. The Wanganui Cup distance, one mile and three quarters, should suit her well, and the same may be said of Doublet, and as a trier and she had put down a useful field in the Stakes, and ran a mile and a half in 2min 36 2-5sec. Her last appearance was at Trentham, where she ran third in the Autumn Handicap with 8.11, which impost she carried on several occasions. The New Zealand trainer, D. J. Price, was her trainer for the Australian rider. Mr Hawkins, but like the name of the purchaser the writer did not hear.—Times. bbox=[487, 44, 637, 133]
article-paragraph: Received May 18, 10.5 a.m. Sydney, May 18. bbox=[179, 262, 311, 271]
article-paragraph: A fire this morning destroyed a 4-roomed house in Thames-street, Oamaru, owned by Mrs France and occupied by Thomas Hodges. The family were absent at the time of the fire. Insurances, £80 on the house in the N. Z. office and £100 on furniture in the South British. Nothing was saved. bbox=[961, 647, 1105, 705]
